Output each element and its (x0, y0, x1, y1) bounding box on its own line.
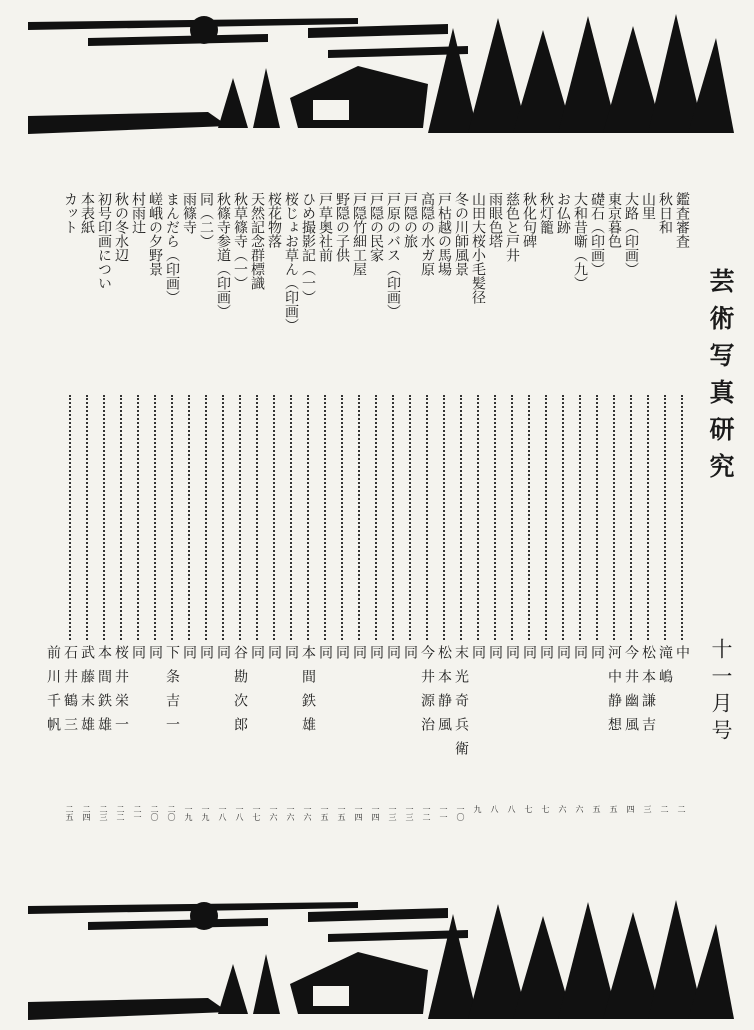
dotted-leader (137, 395, 141, 640)
toc-entry-author: 同 (266, 645, 282, 669)
toc-entry-title: 本表紙 (79, 192, 95, 234)
dotted-leader (239, 395, 243, 640)
dotted-leader (460, 395, 464, 640)
dotted-leader (545, 395, 549, 640)
toc-page-number: 一六 (286, 805, 295, 821)
toc-entry-author: 同 (470, 645, 486, 669)
toc-entry-author: 松本謙吉 (640, 645, 656, 741)
toc-entry-title: 戸隠竹細工屋 (351, 192, 367, 276)
toc-entry-author: 桜井栄一 (113, 645, 129, 741)
toc-entry-title: 戸原のバス（印画） (385, 192, 401, 318)
toc-entry-author: 同 (147, 645, 163, 669)
toc-entry-author: 同 (130, 645, 146, 669)
dotted-leader (290, 395, 294, 640)
toc-page-number: 二四 (82, 805, 91, 821)
toc-entry-author: 同 (589, 645, 605, 669)
dotted-leader (494, 395, 498, 640)
toc-entry-title: 雨眼色塔 (487, 192, 503, 248)
toc-page-number: 一四 (371, 805, 380, 821)
issue-label: 十一月号 (709, 638, 733, 746)
toc-entry-title: 天然記念群標識 (249, 192, 265, 290)
dotted-leader (579, 395, 583, 640)
toc-entry-author: 同 (351, 645, 367, 669)
dotted-leader (324, 395, 328, 640)
toc-page-number: 二〇 (167, 805, 176, 821)
dotted-leader (392, 395, 396, 640)
toc-entry-author: 同 (283, 645, 299, 669)
toc-entry-title: 大和昔噺（九） (572, 192, 588, 290)
toc-entry-title: 冬の川師風景 (453, 192, 469, 276)
toc-entry-title: 秋日和 (657, 192, 673, 234)
toc-entry-author: 本間鉄雄 (300, 645, 316, 741)
toc-entry-author: 今井幽風 (623, 645, 639, 741)
toc-page-number: 一五 (337, 805, 346, 821)
dotted-leader (477, 395, 481, 640)
toc-entry-author: 同 (198, 645, 214, 669)
toc-page-number: 一三 (405, 805, 414, 821)
toc-page-number: 七 (541, 805, 550, 813)
toc-entry-author: 同 (317, 645, 333, 669)
dotted-leader (375, 395, 379, 640)
toc-page-number: 一五 (320, 805, 329, 821)
dotted-leader (205, 395, 209, 640)
woodcut-footer-banner (28, 892, 734, 1024)
toc-page-number: 二三 (99, 805, 108, 821)
dotted-leader (562, 395, 566, 640)
toc-page-number: 四 (626, 805, 635, 813)
toc-page-number: 六 (575, 805, 584, 813)
toc-entry-author: 同 (249, 645, 265, 669)
dotted-leader (511, 395, 515, 640)
dotted-leader (222, 395, 226, 640)
toc-entry-title: 鑑査審査 (674, 192, 690, 248)
toc-entry-author: 同 (572, 645, 588, 669)
toc-page-number: 五 (609, 805, 618, 813)
toc-entry-title: 桜花物落 (266, 192, 282, 248)
toc-entry-title: 雨篠寺 (181, 192, 197, 234)
toc-entry-author: 武藤末雄 (79, 645, 95, 741)
toc-entry-title: 秋灯籠 (538, 192, 554, 234)
toc-page-number: 一六 (269, 805, 278, 821)
toc-page-number: 二二 (116, 805, 125, 821)
toc-entry-author: 今井源治 (419, 645, 435, 741)
dotted-leader (256, 395, 260, 640)
toc-page-number: 一八 (218, 805, 227, 821)
dotted-leader (273, 395, 277, 640)
toc-entry-title: お仏跡 (555, 192, 571, 234)
dotted-leader (171, 395, 175, 640)
dotted-leader (613, 395, 617, 640)
dotted-leader (120, 395, 124, 640)
toc-entry-title: まんだら（印画） (164, 192, 180, 304)
toc-page-number: 三 (643, 805, 652, 813)
toc-page-number: 一八 (235, 805, 244, 821)
dotted-leader (69, 395, 73, 640)
dotted-leader (409, 395, 413, 640)
toc-page-number: 二〇 (150, 805, 159, 821)
toc-page-number: 七 (524, 805, 533, 813)
toc-entry-author: 松本静風 (436, 645, 452, 741)
toc-entry-author: 前川千帆 (45, 645, 61, 741)
toc-entry-author: 本間鉄雄 (96, 645, 112, 741)
toc-entry-title: 秋化句碑 (521, 192, 537, 248)
toc-entry-title: 大路（印画） (623, 192, 639, 276)
toc-entry-title: 山田大桜小毛髪径 (470, 192, 486, 304)
toc-entry-title: 秋の冬水辺 (113, 192, 129, 262)
dotted-leader (188, 395, 192, 640)
toc-entry-author: 末光奇兵衛 (453, 645, 469, 765)
toc-entry-title: 戸隠の旅 (402, 192, 418, 248)
toc-page-number: 二五 (65, 805, 74, 821)
toc-page-number: 一三 (388, 805, 397, 821)
dotted-leader (358, 395, 362, 640)
toc-entry-title: 東京暮色 (606, 192, 622, 248)
toc-page-number: 一九 (201, 805, 210, 821)
toc-entry-author: 同 (368, 645, 384, 669)
toc-entry-title: 初号印画につい (96, 192, 112, 290)
toc-entry-title: 桜じょお草ん（印画） (283, 192, 299, 332)
toc-page-number: 一一 (439, 805, 448, 821)
toc-entry-title: 礎石（印画） (589, 192, 605, 276)
dotted-leader (443, 395, 447, 640)
dotted-leader (86, 395, 90, 640)
dotted-leader (681, 395, 685, 640)
toc-entry-author: 同 (538, 645, 554, 669)
toc-entry-title: 戸枯越の馬場 (436, 192, 452, 276)
toc-entry-author: 谷勘次郎 (232, 645, 248, 741)
toc-entry-title: 戸隠の民家 (368, 192, 384, 262)
toc-entry-author: 同 (521, 645, 537, 669)
toc-entry-author: 同 (487, 645, 503, 669)
toc-page-number: 二一 (133, 805, 142, 821)
dotted-leader (103, 395, 107, 640)
toc-entry-author: 下条吉一 (164, 645, 180, 741)
toc-page-number: 一九 (184, 805, 193, 821)
toc-entry-title: 野隠の子供 (334, 192, 350, 262)
toc-entry-author: 中 (674, 645, 690, 669)
toc-entry-title: 同（二） (198, 192, 214, 248)
journal-title: 芸術写真研究 (706, 268, 735, 490)
toc-page-number: 二 (677, 805, 686, 813)
toc-entry-title: 秋草篠寺（一） (232, 192, 248, 290)
toc-entry-author: 滝嶋 (657, 645, 673, 693)
toc-entry-title: 高隠の水ガ原 (419, 192, 435, 276)
dotted-leader (307, 395, 311, 640)
toc-entry-author: 同 (402, 645, 418, 669)
toc-page-number: 一六 (303, 805, 312, 821)
toc-entry-author: 同 (555, 645, 571, 669)
toc-page-number: 八 (507, 805, 516, 813)
toc-entry-author: 河中静想 (606, 645, 622, 741)
toc-page-number: 九 (473, 805, 482, 813)
toc-entry-title: 山里 (640, 192, 656, 220)
toc-page-number: 八 (490, 805, 499, 813)
dotted-leader (630, 395, 634, 640)
dotted-leader (596, 395, 600, 640)
dotted-leader (528, 395, 532, 640)
dotted-leader (664, 395, 668, 640)
toc-entry-author: 石井鶴三 (62, 645, 78, 741)
toc-entry-title: 慈色と戸井 (504, 192, 520, 262)
toc-page-number: 一四 (354, 805, 363, 821)
dotted-leader (647, 395, 651, 640)
toc-entry-title: 村雨辻 (130, 192, 146, 234)
toc-page-number: 六 (558, 805, 567, 813)
dotted-leader (426, 395, 430, 640)
toc-entry-author: 同 (504, 645, 520, 669)
toc-entry-author: 同 (181, 645, 197, 669)
toc-page-number: 五 (592, 805, 601, 813)
toc-page-number: 一二 (422, 805, 431, 821)
toc-entry-author: 同 (334, 645, 350, 669)
toc-entry-title: カット (62, 192, 78, 234)
toc-entry-author: 同 (215, 645, 231, 669)
toc-page-number: 一七 (252, 805, 261, 821)
toc-entry-title: 戸草奥社前 (317, 192, 333, 262)
toc-page-number: 一〇 (456, 805, 465, 821)
dotted-leader (154, 395, 158, 640)
toc-entry-title: 嵯峨の夕野景 (147, 192, 163, 276)
toc-entry-author: 同 (385, 645, 401, 669)
toc-entry-title: 秋篠寺参道（印画） (215, 192, 231, 318)
toc-page-number: 二 (660, 805, 669, 813)
dotted-leader (341, 395, 345, 640)
toc-entry-title: ひめ撮影記（一） (300, 192, 316, 304)
